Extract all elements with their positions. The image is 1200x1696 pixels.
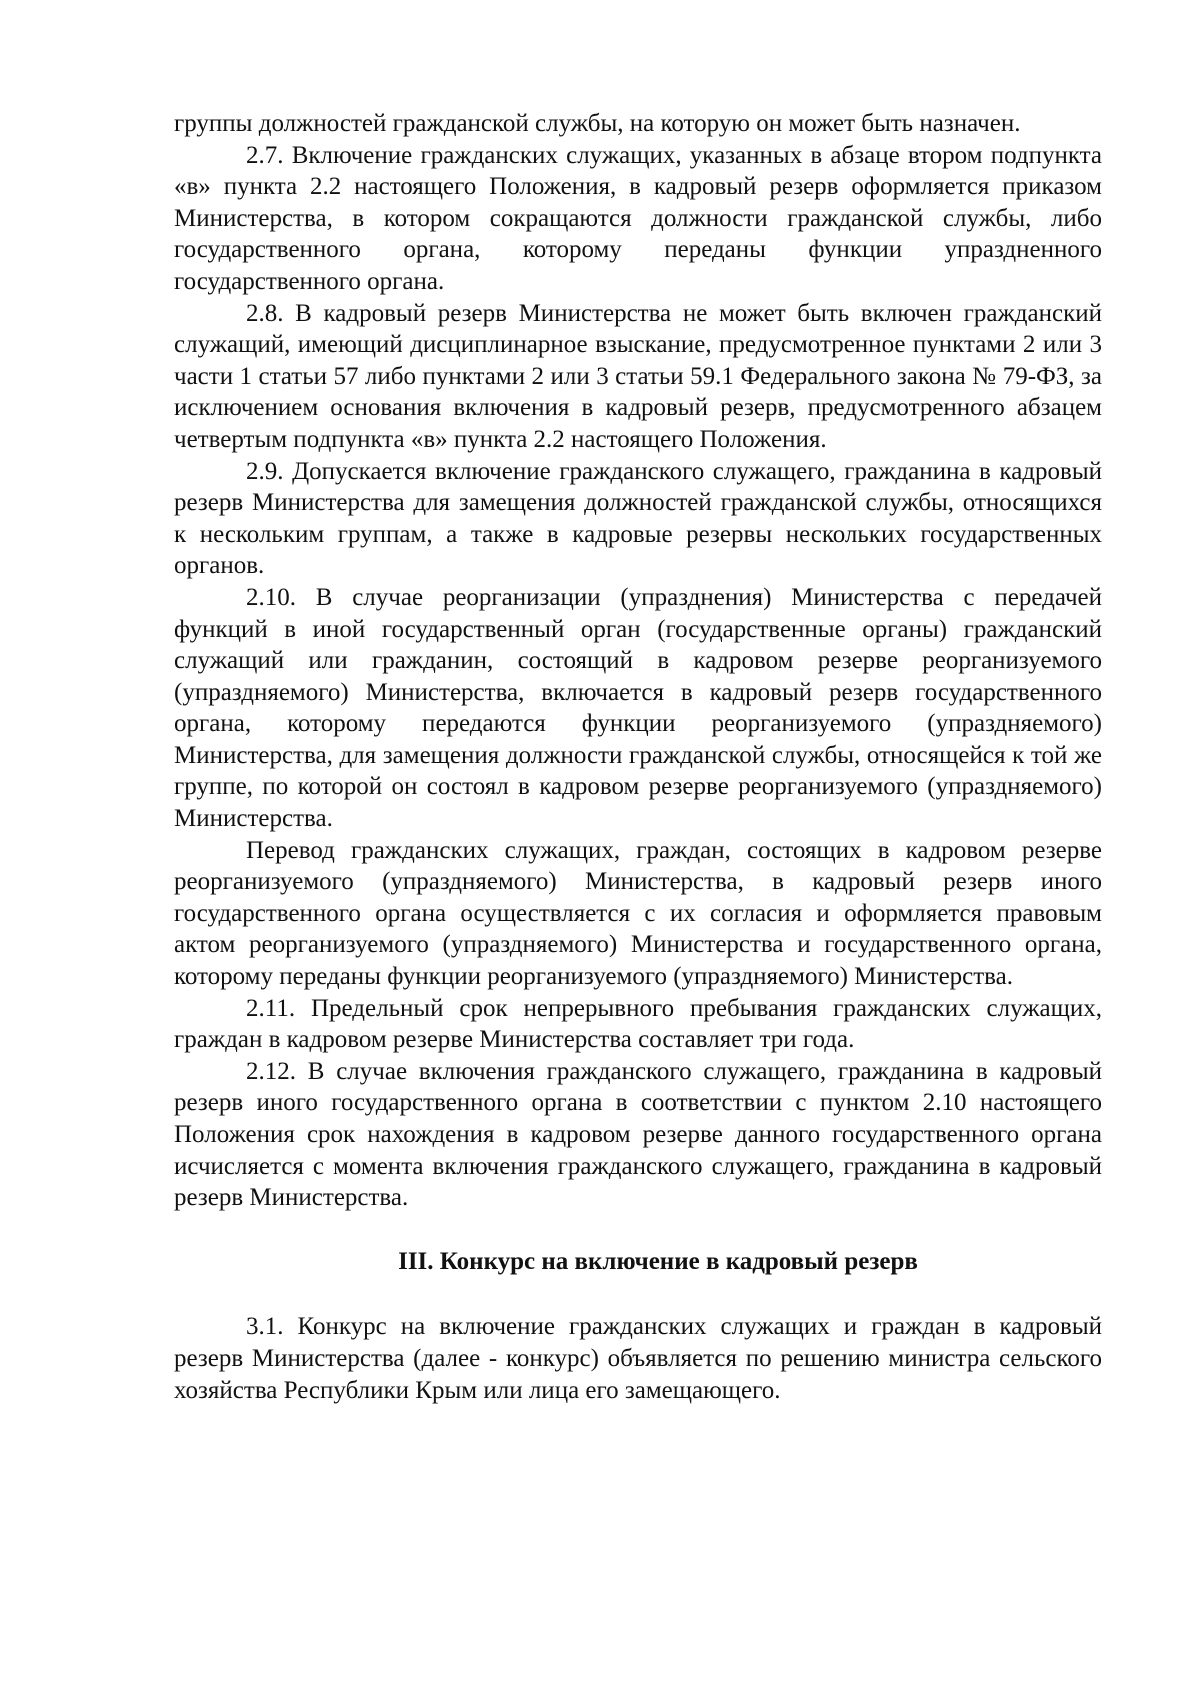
paragraph-continuation: группы должностей гражданской службы, на которую он может быть назначен. — [174, 110, 1021, 137]
section-heading: III. Конкурс на включение в кадровый резерв — [398, 1247, 918, 1275]
paragraph-3-1: 3.1. Конкурс на включение гражданских служащих и граждан в кадровый резерв Министерства (далее - конкурс) объявляется по решению министра сельского хозяйства Республики Крым или лица его замещающего. — [174, 1313, 1102, 1404]
paragraph-2-8: 2.8. В кадровый резерв Министерства не может быть включен гражданский служащий, имеющий дисциплинарное взыскание, предусмотренное пунктами 2 или 3 части 1 статьи 57 либо пунктами 2 или 3 статьи 59.1 Федерального закона № 79-ФЗ, за исключением основания включения в кадровый резерв, предусмотренного абзацем четвертым подпункта «в» пункта 2.2 настоящего Положения. — [174, 299, 1102, 453]
document-body — [174, 108, 1102, 1406]
paragraph-2-11: 2.11. Предельный срок непрерывного пребывания гражданских служащих, граждан в кадровом резерве Министерства составляет три года. — [174, 994, 1102, 1054]
paragraph-transfer: Перевод гражданских служащих, граждан, состоящих в кадровом резерве реорганизуемого (упраздняемого) Министерства, в кадровый резерв иного государственного органа осуществляется с их согласия и оформляется правовым актом реорганизуемого (упраздняемого) Министерства и государственного органа, которому переданы функции реорганизуемого (упраздняемого) Министерства. — [174, 836, 1102, 991]
paragraph-2-12: 2.12. В случае включения гражданского служащего, гражданина в кадровый резерв иного государственного органа в соответствии с пунктом 2.10 настоящего Положения срок нахождения в кадровом резерве данного государственного органа исчисляется с момента включения гражданского служащего, гражданина в кадровый резерв Министерства. — [174, 1057, 1102, 1212]
paragraph-2-7: 2.7. Включение гражданских служащих, указанных в абзаце втором подпункта «в» пункта 2.2 настоящего Положения, в кадровый резерв оформляется приказом Министерства, в котором сокращаются должности гражданской службы, либо государственного органа, которому переданы функции упраздненного государственного органа. — [174, 141, 1102, 295]
paragraph-2-10: 2.10. В случае реорганизации (упразднения) Министерства с передачей функций в иной государственный орган (государственные органы) гражданский служащий или гражданин, состоящий в кадровом резерве реорганизуемого (упраздняемого) Министерства, включается в кадровый резерв государственного органа, которому передаются функции реорганизуемого (упраздняемого) Министерства, для замещения должности гражданской службы, относящейся к той же группе, по которой он состоял в кадровом резерве реорганизуемого (упраздняемого) Министерства. — [174, 583, 1102, 833]
paragraph-2-9: 2.9. Допускается включение гражданского служащего, гражданина в кадровый резерв Министерства для замещения должностей гражданской службы, относящихся к нескольким группам, а также в кадровые резервы нескольких государственных органов. — [174, 457, 1102, 580]
